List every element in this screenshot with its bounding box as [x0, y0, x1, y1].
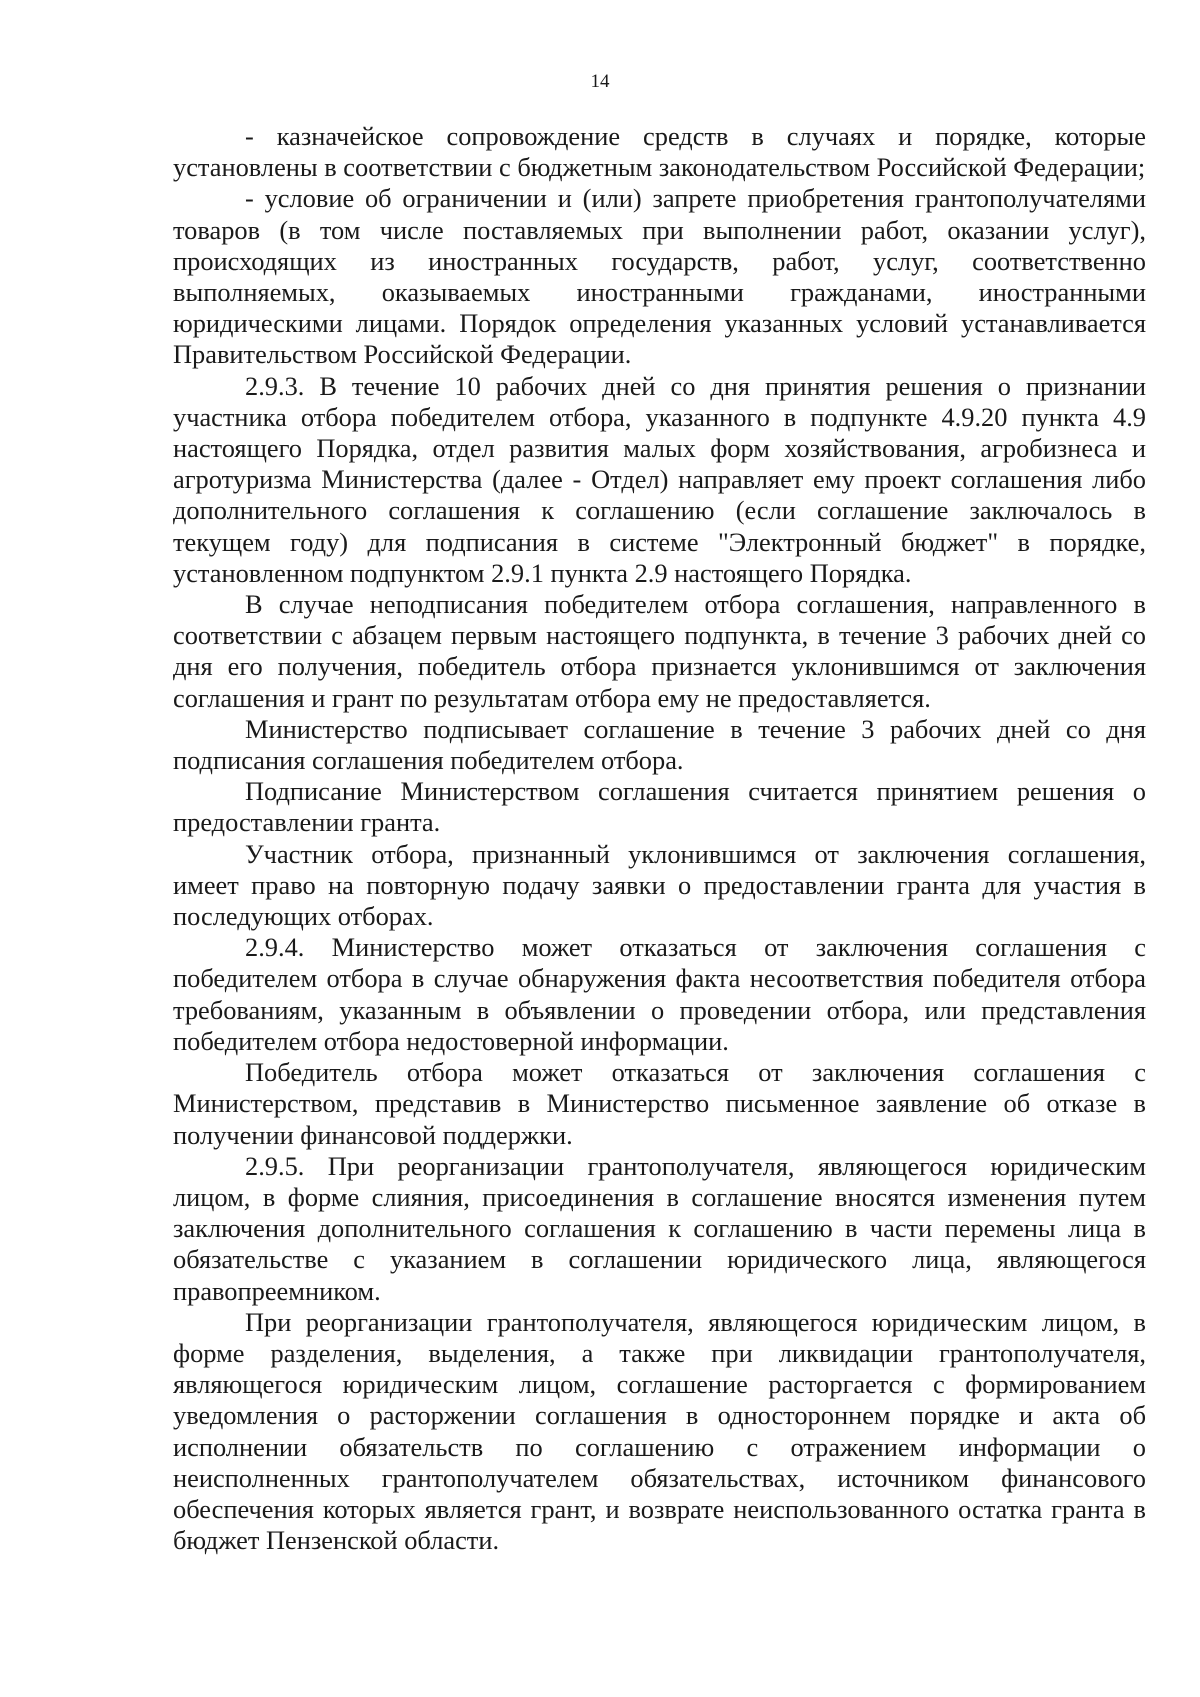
paragraph-signing-decision: Подписание Министерством соглашения считается принятием решения о предоставлении гранта. [173, 776, 1146, 838]
page-number: 14 [590, 71, 610, 92]
paragraph-2-9-3: 2.9.3. В течение 10 рабочих дней со дня принятия решения о признании участника отбора победителем отбора, указанного в подпункте 4.9.20 пункта 4.9 настоящего Порядка, отдел развития малых форм хозяйствования, агробизнеса и агротуризма Министерства (далее - Отдел) направляет ему проект соглашения либо дополнительного соглашения к соглашению (если соглашение заключалось в текущем году) для подписания в системе "Электронный бюджет" в порядке, установленном подпунктом 2.9.1 пункта 2.9 настоящего Порядка. [173, 370, 1146, 588]
paragraph-treasury-support: - казначейское сопровождение средств в случаях и порядке, которые установлены в соответствии с бюджетным законодательством Российской Федерации; [173, 121, 1146, 183]
paragraph-reorganization-termination: При реорганизации грантополучателя, являющегося юридическим лицом, в форме разделения, выделения, а также при ликвидации грантополучателя, являющегося юридическим лицом, соглашение расторгается с формированием уведомления о расторжении соглашения в одностороннем порядке и акта об исполнении обязательств по соглашению с отражением информации о неисполненных грантополучателем обязательствах, источником финансового обеспечения которых является грант, и возврате неиспользованного остатка гранта в бюджет Пензенской области. [173, 1306, 1146, 1556]
paragraph-winner-refusal: Победитель отбора может отказаться от заключения соглашения с Министерством, представив в Министерство письменное заявление об отказе в получении финансовой поддержки. [173, 1057, 1146, 1150]
paragraph-2-9-5: 2.9.5. При реорганизации грантополучателя, являющегося юридическим лицом, в форме слияния, присоединения в соглашение вносятся изменения путем заключения дополнительного соглашения к соглашению в части перемены лица в обязательстве с указанием в соглашении юридического лица, являющегося правопреемником. [173, 1150, 1146, 1306]
paragraph-foreign-goods-restriction: - условие об ограничении и (или) запрете приобретения грантополучателями товаров (в том числе поставляемых при выполнении работ, оказании услуг), происходящих из иностранных государств, работ, услуг, соответственно выполняемых, оказываемых иностранными гражданами, иностранными юридическими лицами. Порядок определения указанных условий устанавливается Правительством Российской Федерации. [173, 183, 1146, 370]
paragraph-non-signing: В случае неподписания победителем отбора соглашения, направленного в соответствии с абзацем первым настоящего подпункта, в течение 3 рабочих дней со дня его получения, победитель отбора признается уклонившимся от заключения соглашения и грант по результатам отбора ему не предоставляется. [173, 589, 1146, 713]
document-body [173, 121, 1146, 1556]
paragraph-2-9-4: 2.9.4. Министерство может отказаться от заключения соглашения с победителем отбора в случае обнаружения факта несоответствия победителя отбора требованиям, указанным в объявлении о проведении отбора, или представления победителем отбора недостоверной информации. [173, 932, 1146, 1056]
paragraph-repeat-application: Участник отбора, признанный уклонившимся от заключения соглашения, имеет право на повторную подачу заявки о предоставлении гранта для участия в последующих отборах. [173, 838, 1146, 932]
paragraph-ministry-signs: Министерство подписывает соглашение в течение 3 рабочих дней со дня подписания соглашения победителем отбора. [173, 713, 1146, 776]
